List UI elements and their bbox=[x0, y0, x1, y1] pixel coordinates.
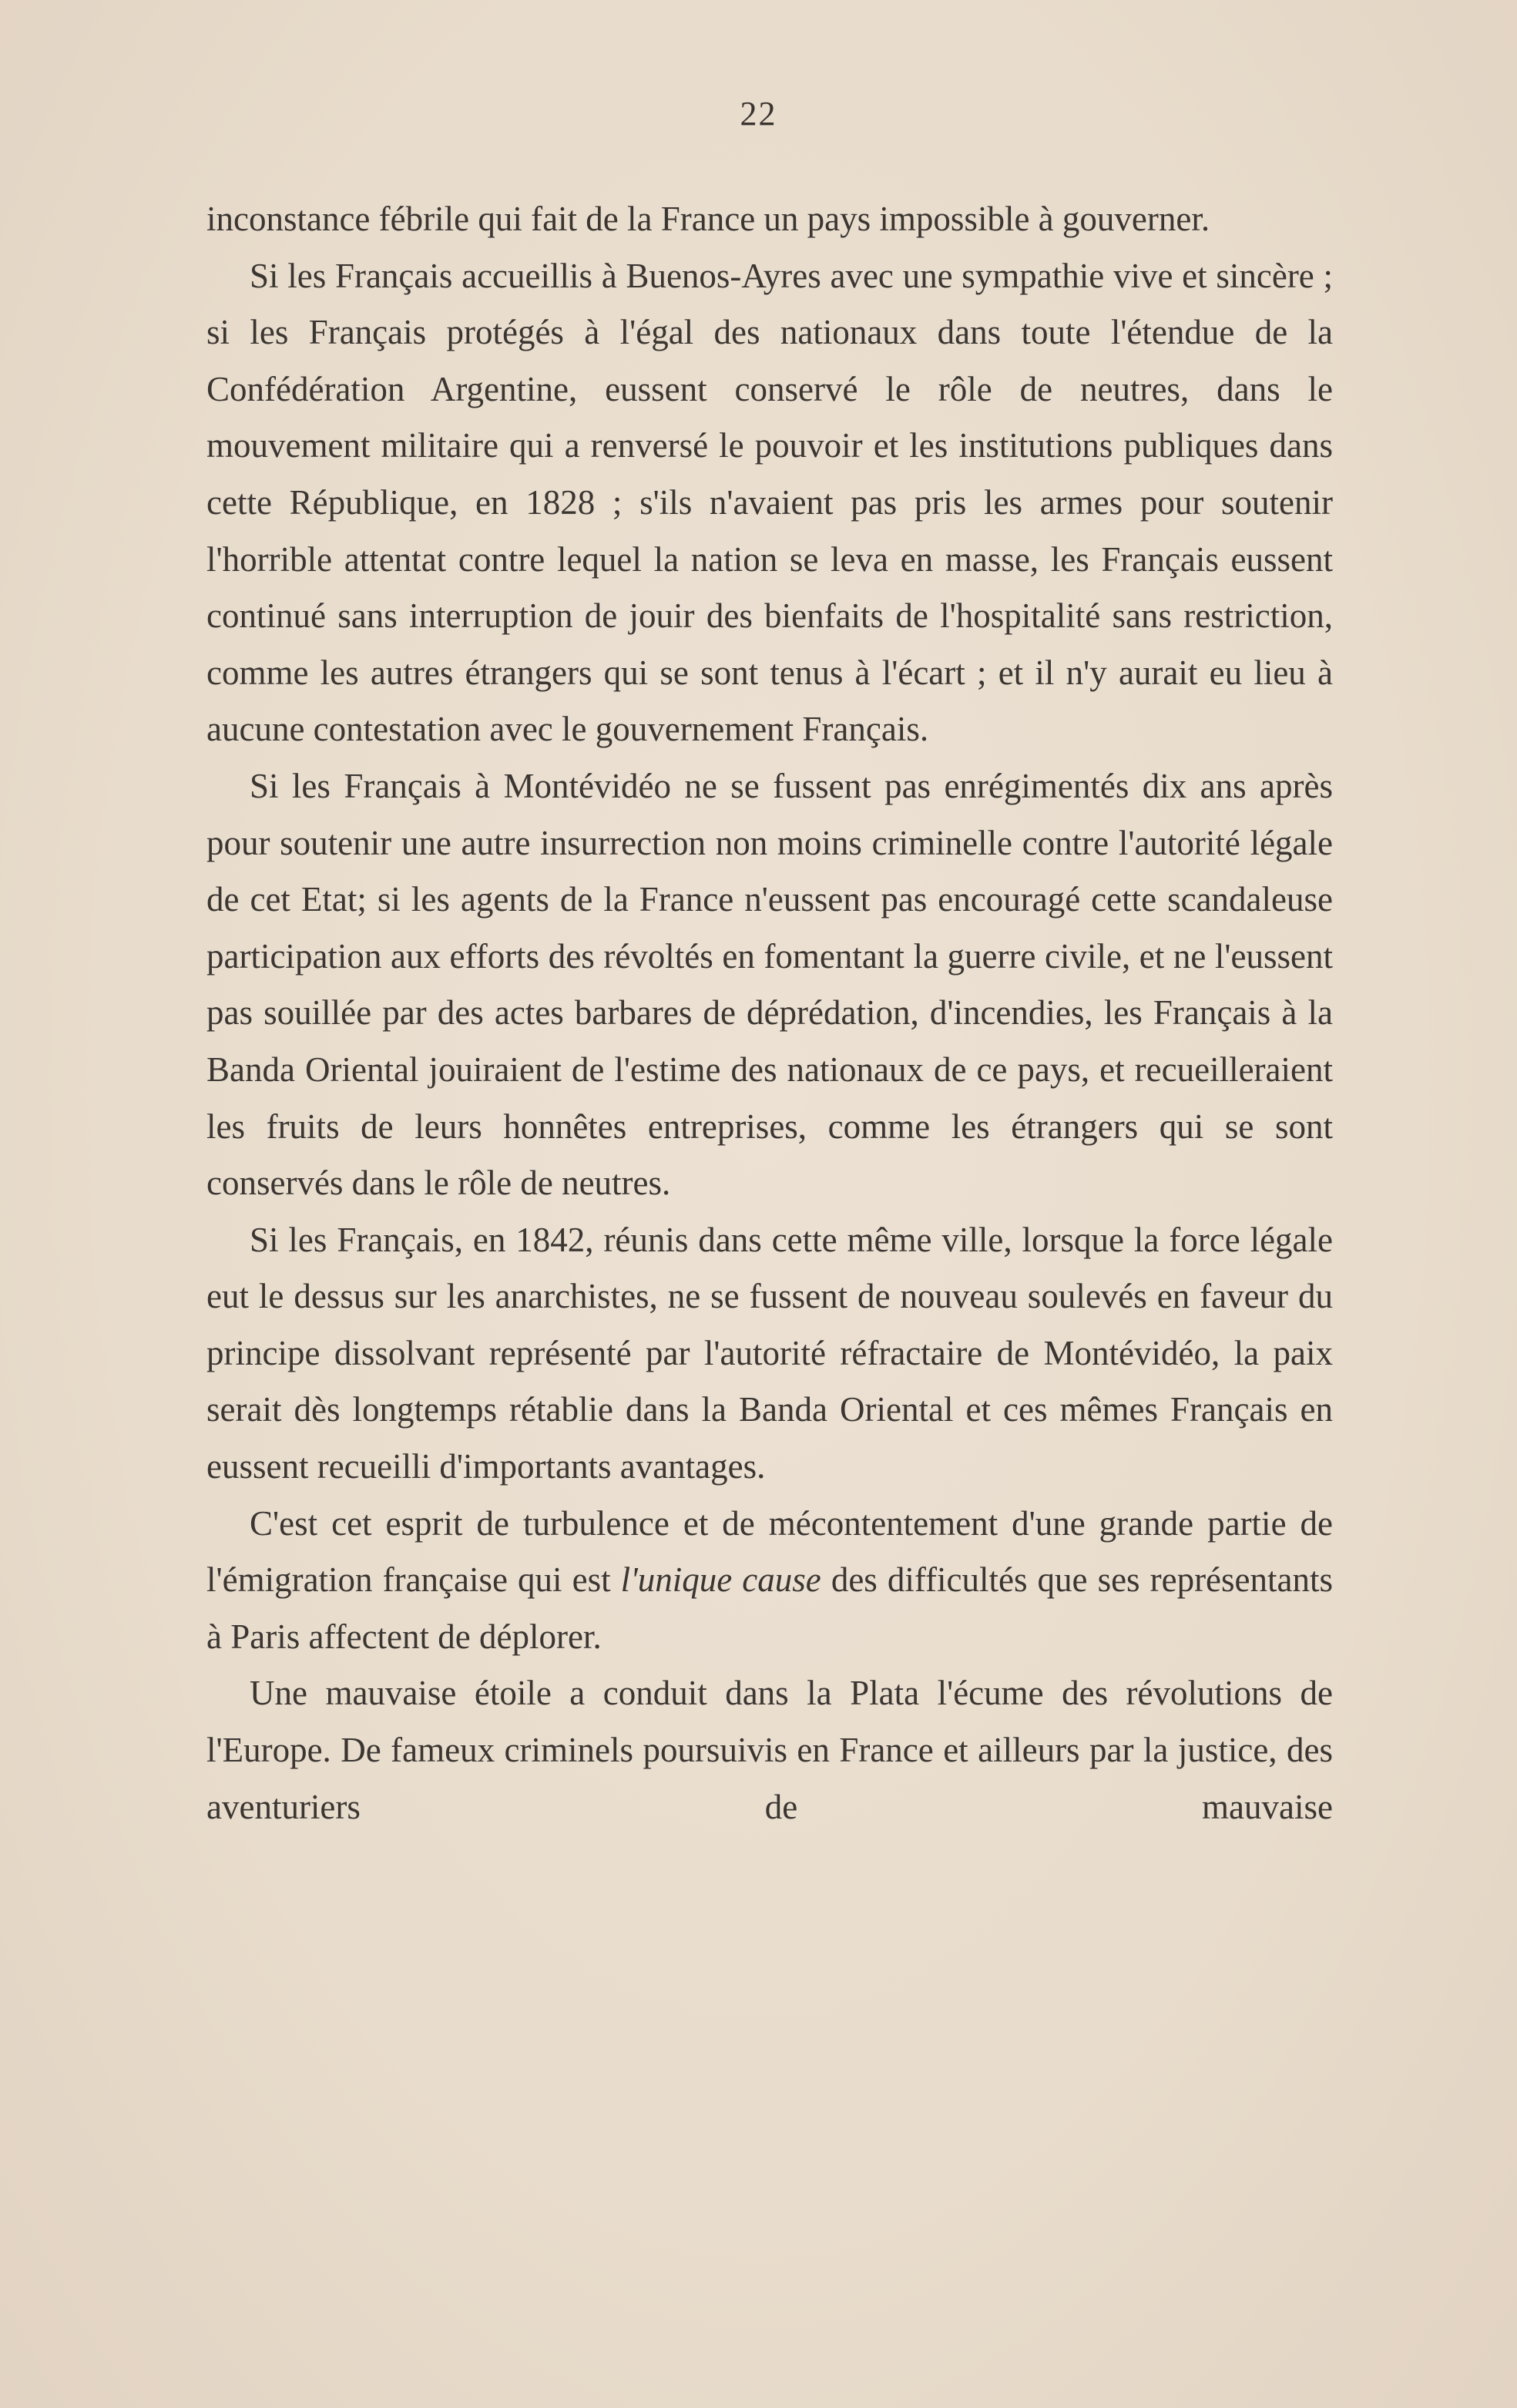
page-number: 22 bbox=[740, 95, 777, 133]
italic-phrase: l'unique cause bbox=[620, 1560, 821, 1600]
paragraph-turbulence bbox=[206, 1496, 1333, 1666]
paragraph-turbulence-start: C'est cet esprit de turbulence et de mécontentement d'une grande partie de l'émigration française qui est bbox=[206, 1503, 1333, 1600]
paragraph-mauvaise-etoile: Une mauvaise étoile a conduit dans la Plata l'écume des révolutions de l'Europe. De fameux criminels poursuivis en France et ailleurs par la justice, des aventuriers de mauvaise bbox=[206, 1674, 1333, 1826]
paragraph-montevideo: Si les Français à Montévidéo ne se fussent pas enrégimentés dix ans après pour soutenir une autre insurrection non moins criminelle contre l'autorité légale de cet Etat; si les agents de la France n'eussent pas encouragé cette scandaleuse participation aux efforts des révoltés en fomentant la guerre civile, et ne l'eussent pas souillée par des actes barbares de déprédation, d'incendies, les Français à la Banda Oriental jouiraient de l'estime des nationaux de ce pays, et recueilleraient les fruits de leurs honnêtes entreprises, comme les étrangers qui se sont conservés dans le rôle de neutres. bbox=[206, 766, 1333, 1203]
paragraph-buenos-ayres: Si les Français accueillis à Buenos-Ayres avec une sympathie vive et sincère ; si les Français protégés à l'égal des nationaux dans toute l'étendue de la Confédération Argentine, eussent conservé le rôle de neutres, dans le mouvement militaire qui a renversé le pouvoir et les institutions publiques dans cette République, en 1828 ; s'ils n'avaient pas pris les armes pour soutenir l'horrible attentat contre lequel la nation se leva en masse, les Français eussent continué sans interruption de jouir des bienfaits de l'hospitalité sans restriction, comme les autres étrangers qui se sont tenus à l'écart ; et il n'y aurait eu lieu à aucune contestation avec le gouvernement Français. bbox=[206, 256, 1333, 749]
body-text bbox=[206, 191, 1333, 1835]
paragraph-continued: inconstance fébrile qui fait de la France un pays impossible à gouverner. bbox=[206, 200, 1210, 238]
paragraph-turbulence-end: des difficultés que ses représentants à Paris affectent de déplorer. bbox=[206, 1560, 1334, 1656]
paragraph-1842: Si les Français, en 1842, réunis dans cette même ville, lorsque la force légale eut le dessus sur les anarchistes, ne se fussent de nouveau soulevés en faveur du principe dissolvant représenté par l'autorité réfractaire de Montévidéo, la paix serait dès longtemps rétablie dans la Banda Oriental et ces mêmes Français en eussent recueilli d'importants avantages. bbox=[206, 1220, 1333, 1486]
